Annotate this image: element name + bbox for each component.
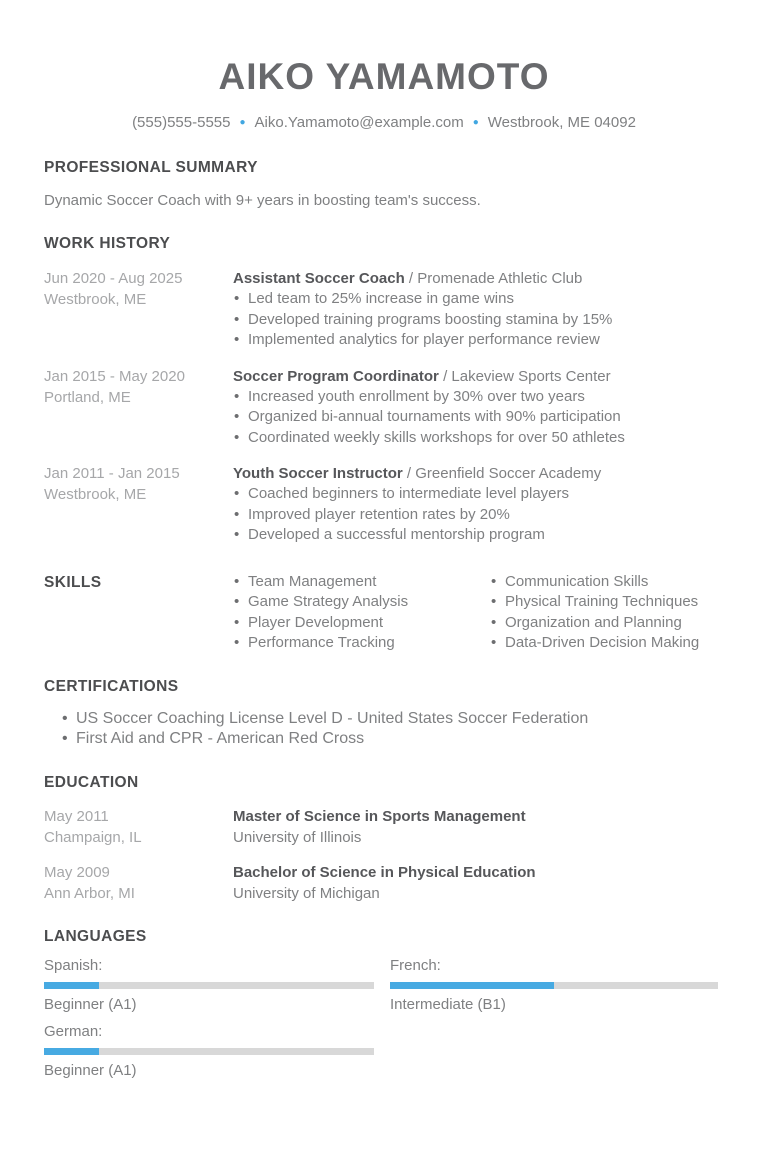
language-progress-fill	[44, 1048, 99, 1055]
language-item	[390, 956, 718, 1013]
title-separator: /	[443, 367, 448, 385]
education-location: Ann Arbor, MI	[44, 884, 135, 902]
skill-item: • Communication Skills	[490, 572, 724, 593]
work-history-entry	[44, 463, 724, 546]
language-level: Beginner (A1)	[44, 1061, 137, 1079]
job-bullet: • Led team to 25% increase in game wins	[233, 289, 724, 310]
work-history-entry	[44, 366, 724, 449]
job-location: Westbrook, ME	[44, 291, 147, 308]
language-level: Intermediate (B1)	[390, 995, 506, 1013]
education-entry	[44, 806, 724, 848]
school-name: University of Michigan	[233, 884, 380, 902]
phone-number: (555)555-5555	[132, 114, 231, 131]
location-text: Westbrook, ME 04092	[487, 114, 636, 131]
school-name: University of Illinois	[233, 828, 362, 846]
work-history-entry	[44, 268, 724, 351]
language-name: Spanish:	[44, 956, 103, 974]
job-bullet: • Developed a successful mentorship program	[233, 525, 724, 546]
language-name: French:	[390, 956, 441, 974]
language-level: Beginner (A1)	[44, 995, 137, 1013]
skill-item: • Data-Driven Decision Making	[490, 633, 724, 654]
candidate-name: AIKO YAMAMOTO	[218, 56, 550, 97]
job-dates: Jun 2020 - Aug 2025	[44, 270, 183, 287]
language-progress-fill	[44, 982, 99, 989]
job-title: Assistant Soccer Coach	[233, 270, 405, 287]
skill-item: • Game Strategy Analysis	[233, 592, 490, 613]
degree-title: Master of Science in Sports Management	[233, 807, 526, 825]
degree-title: Bachelor of Science in Physical Education	[233, 863, 536, 881]
job-company: Promenade Athletic Club	[417, 270, 583, 287]
section-professional-summary	[44, 159, 724, 211]
language-progress-bar	[390, 982, 718, 989]
job-bullet: • Organized bi-annual tournaments with 90% participation	[233, 407, 724, 428]
summary-text: Dynamic Soccer Coach with 9+ years in boosting team's success.	[44, 192, 481, 209]
bullet-separator-icon: ●	[472, 117, 479, 128]
languages-heading: LANGUAGES	[44, 927, 147, 945]
skills-column-1	[233, 572, 490, 654]
language-item	[44, 956, 374, 1013]
section-skills	[44, 572, 724, 654]
job-bullet: • Coached beginners to intermediate level players	[233, 484, 724, 505]
email-address: Aiko.Yamamoto@example.com	[254, 114, 464, 131]
section-certifications	[44, 678, 724, 750]
bullet-separator-icon: ●	[239, 117, 246, 128]
certification-item: • First Aid and CPR - American Red Cross	[61, 729, 724, 750]
skill-item: • Organization and Planning	[490, 613, 724, 634]
education-heading: EDUCATION	[44, 773, 139, 791]
job-location: Portland, ME	[44, 388, 131, 406]
skills-heading: SKILLS	[44, 573, 102, 591]
skill-item: • Physical Training Techniques	[490, 592, 724, 613]
language-item	[44, 1022, 374, 1079]
education-entry	[44, 862, 724, 904]
title-separator: /	[406, 465, 412, 482]
language-name: German:	[44, 1022, 103, 1040]
job-dates: Jan 2011 - Jan 2015	[44, 465, 180, 482]
job-location: Westbrook, ME	[44, 486, 147, 503]
job-title: Youth Soccer Instructor	[233, 465, 403, 482]
job-company: Greenfield Soccer Academy	[415, 465, 602, 482]
skills-column-2	[490, 572, 724, 654]
job-bullet: • Coordinated weekly skills workshops for over 50 athletes	[233, 428, 724, 449]
job-company: Lakeview Sports Center	[451, 367, 611, 385]
certification-item: • US Soccer Coaching License Level D - United States Soccer Federation	[61, 709, 724, 730]
job-title: Soccer Program Coordinator	[233, 367, 439, 385]
section-work-history	[44, 235, 724, 546]
language-progress-bar	[44, 1048, 374, 1055]
education-date: May 2011	[44, 807, 109, 825]
contact-info	[44, 114, 724, 131]
professional-summary-heading: PROFESSIONAL SUMMARY	[44, 159, 258, 176]
language-progress-bar	[44, 982, 374, 989]
education-date: May 2009	[44, 863, 110, 881]
section-education	[44, 774, 724, 904]
skill-item: • Player Development	[233, 613, 490, 634]
education-location: Champaign, IL	[44, 828, 142, 846]
job-dates: Jan 2015 - May 2020	[44, 367, 185, 385]
skill-item: • Team Management	[233, 572, 490, 593]
job-bullet: • Implemented analytics for player performance review	[233, 330, 724, 351]
job-bullet: • Increased youth enrollment by 30% over two years	[233, 387, 724, 408]
job-bullet: • Improved player retention rates by 20%	[233, 505, 724, 526]
title-separator: /	[408, 270, 414, 287]
skill-item: • Performance Tracking	[233, 633, 490, 654]
section-languages	[44, 928, 724, 1079]
work-history-heading: WORK HISTORY	[44, 235, 171, 252]
language-progress-fill	[390, 982, 554, 989]
job-bullet: • Developed training programs boosting stamina by 15%	[233, 310, 724, 331]
certifications-heading: CERTIFICATIONS	[44, 677, 179, 695]
